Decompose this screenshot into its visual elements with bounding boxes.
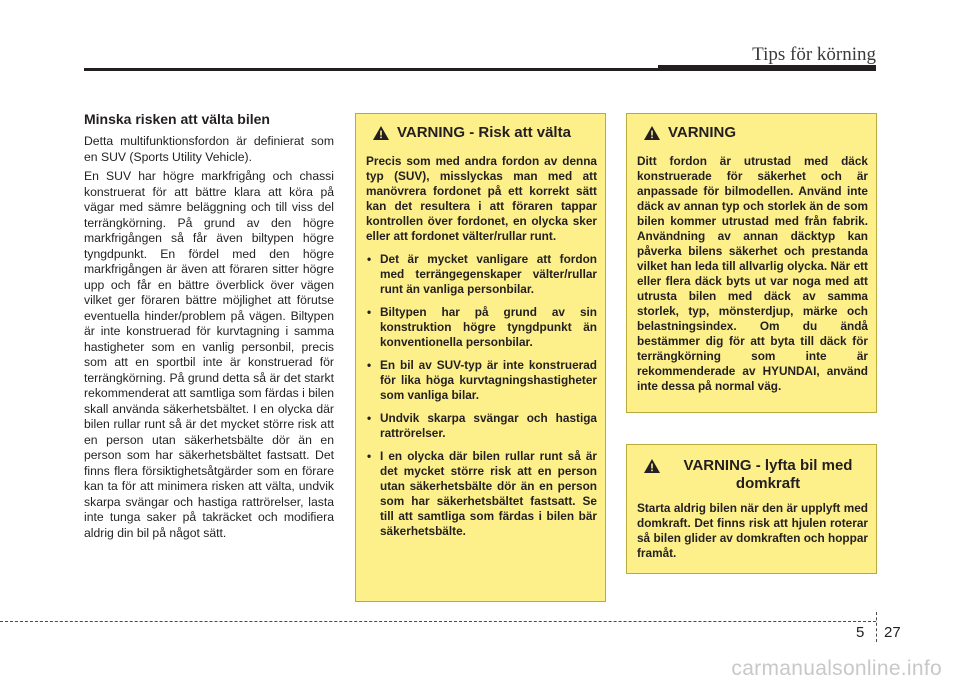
body-paragraph: En SUV har högre markfrigång och chassi konstruerat för att bättre klara att köra på vägar med sämre beläggning och till viss del terrängkörning. På grund av den högre markfrigången så får även biltypen högre tyngdpunkt. En fördel med den högre markfrigången är även att föraren sitter högre upp och får en bättre överblick över vägen vilket ger föraren bättre möjlighet att förutse eventuella hinder/problem på vägen. Biltypen är inte konstruerad för kurvtagning i samma hastigheter som en vanlig personbil, precis som att en sportbil inte är konstruerad för terrängkörning. På grund detta så är det starkt rekommenderat att samtliga som färdas i bilen skall använda säkerhetsbältet. I en olycka där bilen rullar runt så är det mycket större risk att en person utan säkerhetsbälte dör än en person som har säkerhetsbältet fastsatt. Det finns flera försiktighetsåtgärder som en förare kan ta för att minimera risken att välta, undvik skarpa svängar och hastiga rattrörelser, lasta inte tunga saker på takräcket och modifiera aldrig din bil på något sätt. xyxy=(84,169,334,540)
main-column xyxy=(84,110,334,545)
warning-body: Ditt fordon är utrustad med däck konstruerade för säkerhet och är anpassade för bilmodellen. Använd inte däck av annan typ och storlek än de som bilen kommer utrustad med från fabrik. Användning av annan däcktyp kan påverka bilens säkerhet och prestanda vilket han leda till allvarlig olycka. När ett eller flera däck byts ut var noga med att utrusta bilen med däck av samma storlek, typ, mönsterdjup, märke och belastningsindex. Om du ändå bestämmer dig för att byta till däck för terrängkörning som inte är rekommenderade av HYUNDAI, använd inte dessa på normal väg. xyxy=(637,154,868,393)
warning-box-jack xyxy=(626,444,877,574)
list-item: • En bil av SUV-typ är inte konstruerad för lika höga kurvtagningshastigheter som vanliga bilar. xyxy=(367,358,597,402)
warning-triangle-icon xyxy=(372,125,390,146)
warning-header xyxy=(637,457,868,493)
warning-body: Precis som med andra fordon av denna typ (SUV), misslyckas man med att manövrera fordonet på ett korrekt sätt kan det resultera i att föraren tappar kontrollen över fordonet, en olycka sker eller att fordonet välter/rullar runt. xyxy=(366,154,597,243)
intro-paragraph: Detta multifunktionsfordon är definierat som en SUV (Sports Utility Vehicle). xyxy=(84,134,334,164)
warning-title: VARNING xyxy=(668,124,737,141)
bullet-icon: • xyxy=(367,305,372,319)
header-rule xyxy=(84,68,658,71)
warning-list xyxy=(366,252,597,539)
list-item: • Biltypen har på grund av sin konstruktion högre tyngdpunkt än konventionella personbilar. xyxy=(367,305,597,349)
warning-header xyxy=(637,124,868,146)
section-title: Minska risken att välta bilen xyxy=(84,111,270,127)
warning-box-tires xyxy=(626,113,877,413)
list-item: • Det är mycket vanligare att fordon med terrängegenskaper välter/rullar runt än vanliga personbilar. xyxy=(367,252,597,296)
warning-body: Starta aldrig bilen när den är upplyft med domkraft. Det finns risk att hjulen roterar så bilen glider av domkraften och hoppar framåt. xyxy=(637,501,868,560)
bullet-icon: • xyxy=(367,449,372,463)
warning-box-rollover xyxy=(355,113,606,602)
running-header: Tips för körning xyxy=(752,44,876,65)
chapter-number: 5 xyxy=(856,624,865,641)
footer-divider xyxy=(876,612,877,642)
watermark: carmanualsonline.info xyxy=(731,657,942,680)
list-item: • I en olycka där bilen rullar runt så är det mycket större risk att en person utan säkerhetsbälte dör än en person som har säkerhetsbältet fastsatt. Se till att samtliga som färdas i bilen bär säkerhetsbälte. xyxy=(367,449,597,538)
list-item: • Undvik skarpa svängar och hastiga rattrörelser. xyxy=(367,411,597,440)
footer-rule xyxy=(0,621,876,622)
bullet-icon: • xyxy=(367,252,372,266)
bullet-icon: • xyxy=(367,411,372,425)
warning-header xyxy=(366,124,597,146)
header-rule-accent xyxy=(658,65,876,71)
warning-title: VARNING - lyfta bil med domkraft xyxy=(683,457,853,492)
page-number: 27 xyxy=(884,624,901,641)
warning-triangle-icon xyxy=(643,125,661,146)
warning-title: VARNING - Risk att välta xyxy=(397,124,571,141)
warning-triangle-icon xyxy=(643,458,661,479)
bullet-icon: • xyxy=(367,358,372,372)
